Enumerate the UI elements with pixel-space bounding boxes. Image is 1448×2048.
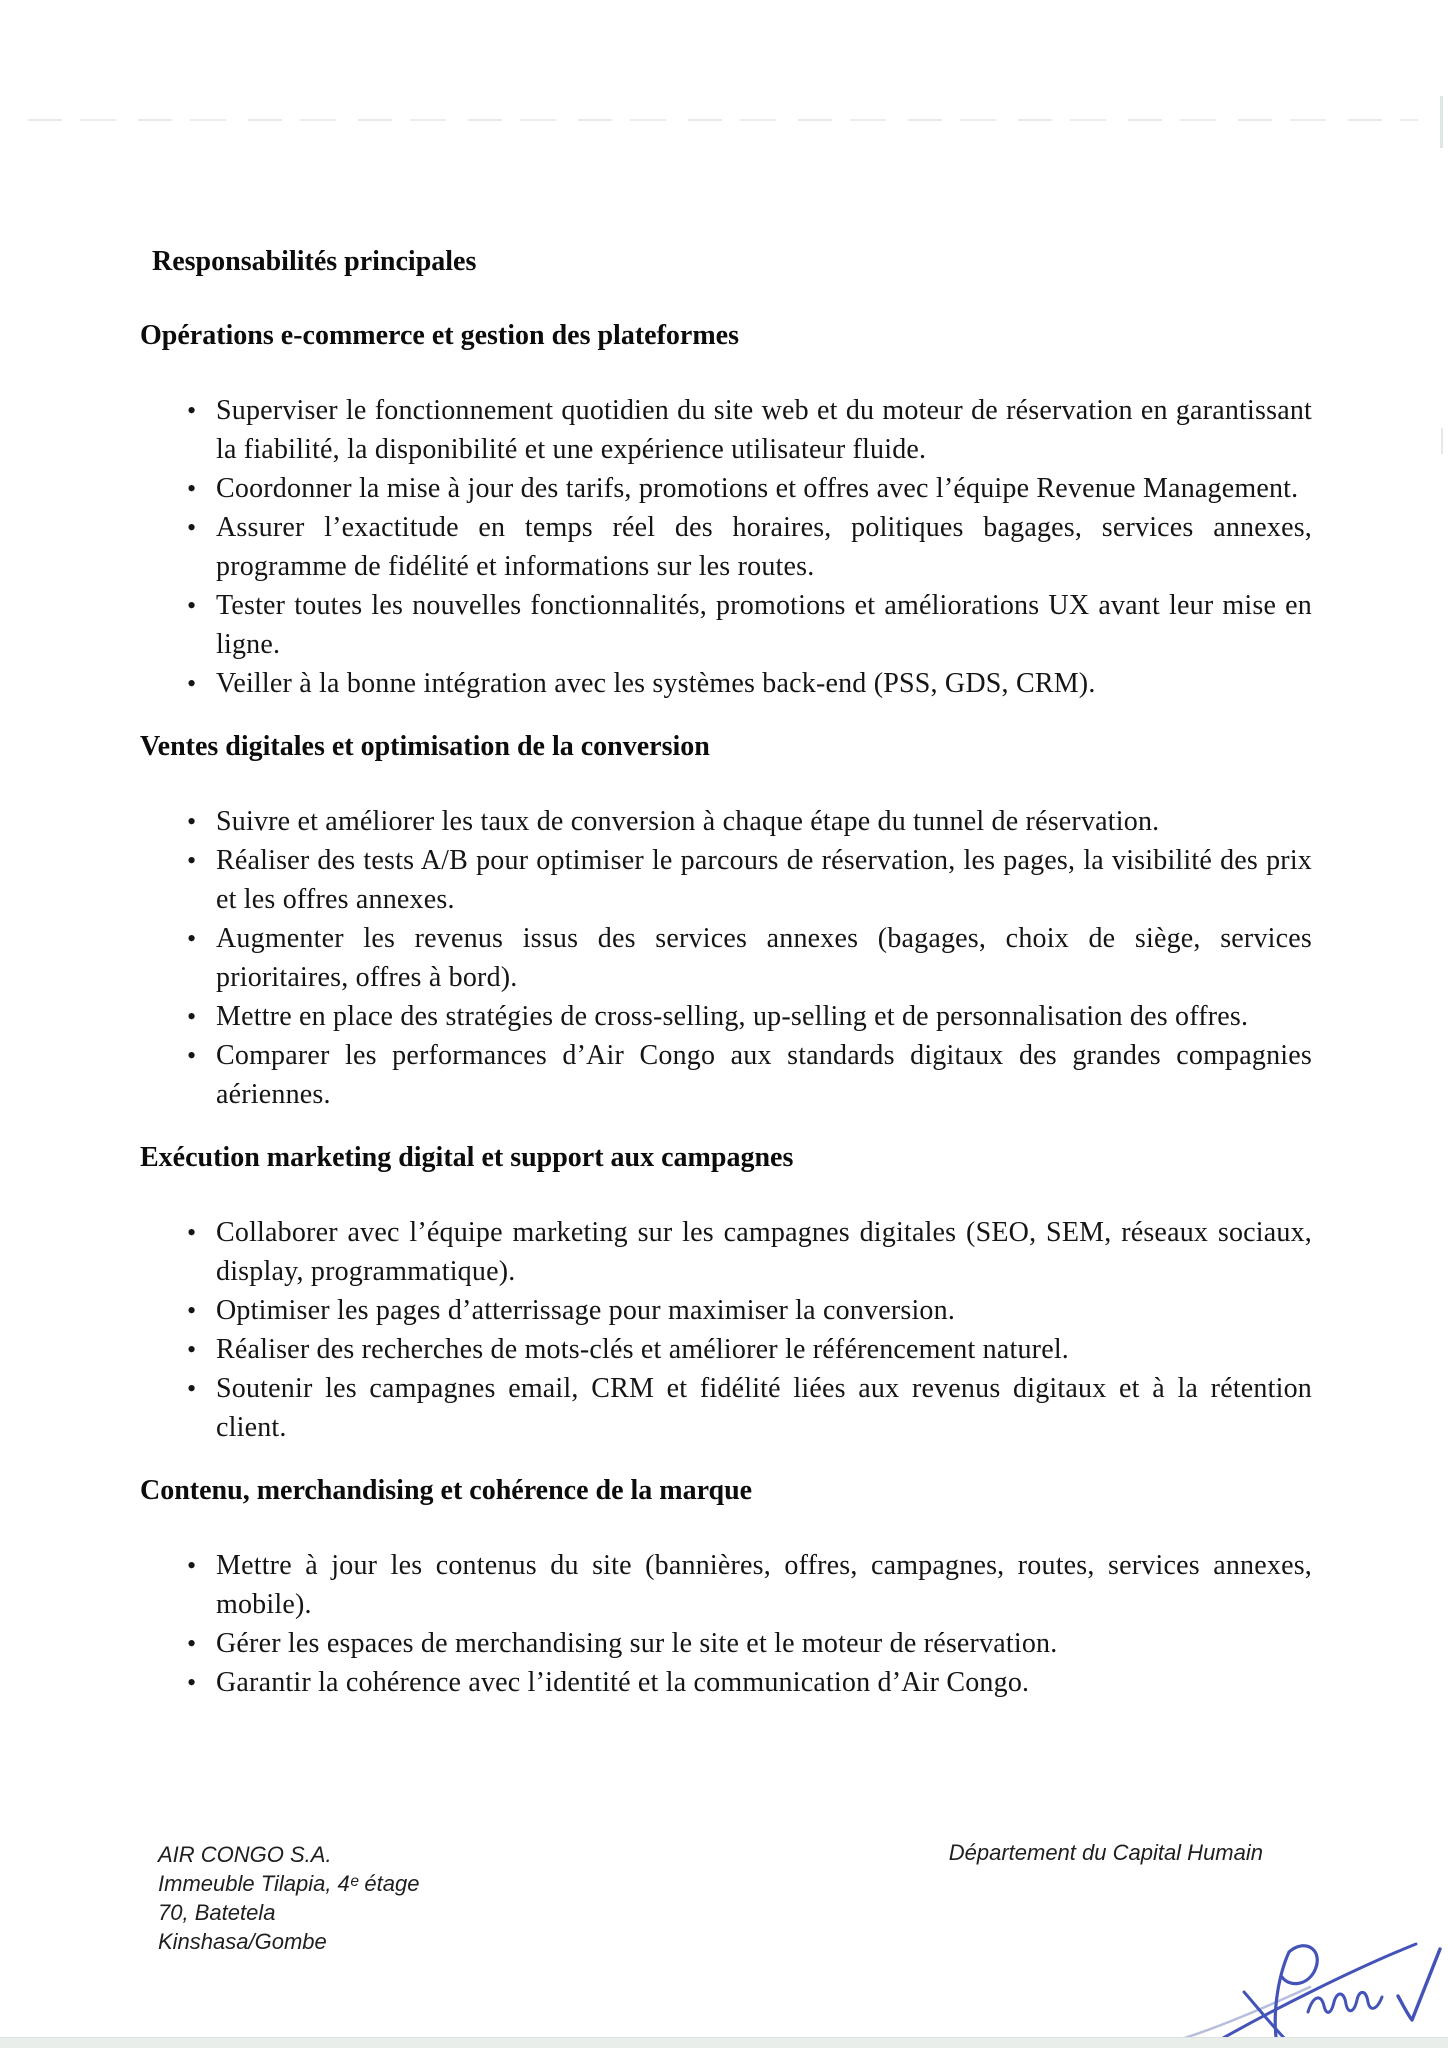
footer-company: AIR CONGO S.A.	[158, 1842, 332, 1867]
bullet-item: • Optimiser les pages d’atterrissage pour maximiser la conversion.	[140, 1291, 1312, 1330]
bullet-item: • Mettre à jour les contenus du site (bannières, offres, campagnes, routes, services annexes, mobile).	[140, 1546, 1312, 1624]
sections-container	[140, 316, 1312, 1702]
bullet-item: • Réaliser des tests A/B pour optimiser le parcours de réservation, les pages, la visibilité des prix et les offres annexes.	[140, 841, 1312, 919]
bullet-item: • Assurer l’exactitude en temps réel des horaires, politiques bagages, services annexes, programme de fidélité et informations sur les routes.	[140, 508, 1312, 586]
bullet-item: • Tester toutes les nouvelles fonctionnalités, promotions et améliorations UX avant leur mise en ligne.	[140, 586, 1312, 664]
document-body	[140, 242, 1312, 1702]
scan-artifact-mark	[1441, 428, 1443, 454]
document-section	[140, 727, 1312, 1114]
document-section	[140, 1138, 1312, 1447]
section-heading: Opérations e-commerce et gestion des plateformes	[140, 320, 739, 351]
handwritten-signature-icon	[1158, 1936, 1448, 2048]
bullet-item: • Garantir la cohérence avec l’identité et la communication d’Air Congo.	[140, 1663, 1312, 1702]
footer-department: Département du Capital Humain	[948, 1840, 1263, 1865]
section-heading: Contenu, merchandising et cohérence de la marque	[140, 1475, 753, 1506]
footer-address-line: Immeuble Tilapia, 4ᵉ étage	[158, 1871, 420, 1896]
section-heading: Ventes digitales et optimisation de la conversion	[140, 731, 710, 762]
bullet-list	[140, 1213, 1312, 1447]
section-heading: Exécution marketing digital et support aux campagnes	[140, 1142, 794, 1173]
footer-address-line: 70, Batetela	[158, 1900, 276, 1925]
bullet-item: • Gérer les espaces de merchandising sur le site et le moteur de réservation.	[140, 1624, 1312, 1663]
bullet-list	[140, 802, 1312, 1114]
bullet-item: • Veiller à la bonne intégration avec les systèmes back-end (PSS, GDS, CRM).	[140, 664, 1312, 703]
document-section	[140, 316, 1312, 703]
scan-artifact-line	[28, 119, 1418, 121]
bullet-item: • Superviser le fonctionnement quotidien du site web et du moteur de réservation en garantissant la fiabilité, la disponibilité et une expérience utilisateur fluide.	[140, 391, 1312, 469]
document-section	[140, 1471, 1312, 1702]
bullet-item: • Collaborer avec l’équipe marketing sur les campagnes digitales (SEO, SEM, réseaux sociaux, display, programmatique).	[140, 1213, 1312, 1291]
bullet-list	[140, 1546, 1312, 1702]
scan-artifact-band	[0, 2037, 1448, 2048]
bullet-item: • Mettre en place des stratégies de cross-selling, up-selling et de personnalisation des offres.	[140, 997, 1312, 1036]
bullet-item: • Comparer les performances d’Air Congo aux standards digitaux des grandes compagnies aériennes.	[140, 1036, 1312, 1114]
bullet-item: • Augmenter les revenus issus des services annexes (bagages, choix de siège, services prioritaires, offres à bord).	[140, 919, 1312, 997]
bullet-item: • Soutenir les campagnes email, CRM et fidélité liées aux revenus digitaux et à la rétention client.	[140, 1369, 1312, 1447]
bullet-item: • Coordonner la mise à jour des tarifs, promotions et offres avec l’équipe Revenue Management.	[140, 469, 1312, 508]
scan-artifact-mark	[1440, 96, 1443, 148]
footer-address-line: Kinshasa/Gombe	[158, 1929, 327, 1954]
footer-address-block	[158, 1840, 419, 1956]
bullet-list	[140, 391, 1312, 703]
document-title: Responsabilités principales	[152, 246, 477, 277]
bullet-item: • Réaliser des recherches de mots-clés et améliorer le référencement naturel.	[140, 1330, 1312, 1369]
bullet-item: • Suivre et améliorer les taux de conversion à chaque étape du tunnel de réservation.	[140, 802, 1312, 841]
